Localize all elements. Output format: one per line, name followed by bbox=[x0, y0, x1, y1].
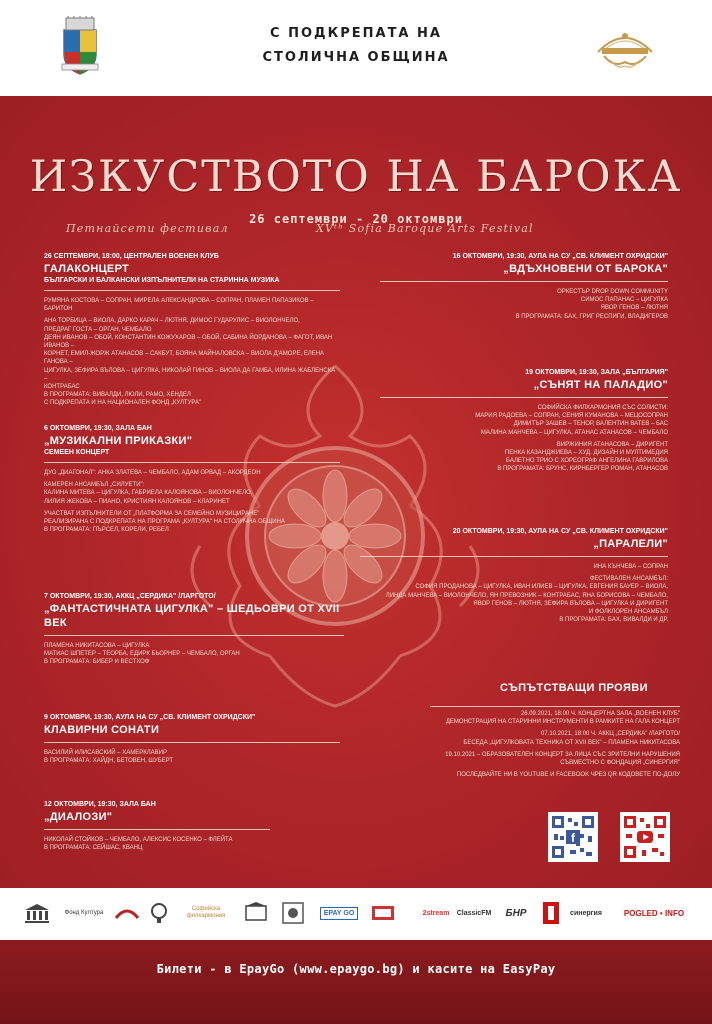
event-name: „СЪНЯТ НА ПАЛАДИО" bbox=[533, 379, 668, 391]
event-program: В ПРОГРАМАТА: БИБЕР И ВЕСТХОФ bbox=[44, 659, 150, 666]
event-line: ЛИНДА МАНЧЕВА – ВИОЛОНЧЕЛО, ЯН ПРЕВОЗНИК – КОНТРАБАС, ЯНА БОРИСОВА – ЧЕМБАЛО, bbox=[385, 592, 668, 599]
event-piano-sonatas bbox=[44, 713, 340, 765]
side-event-line: ДЕМОНСТРАЦИЯ НА СТАРИННИ ИНСТРУМЕНТИ В РАМКИТЕ НА ГАЛА КОНЦЕРТ bbox=[445, 719, 680, 726]
event-name: КЛАВИРНИ СОНАТИ bbox=[44, 724, 160, 736]
event-parallels bbox=[360, 527, 668, 624]
event-program: В ПРОГРАМАТА: БАХ, ВИВАЛДИ И ДР. bbox=[559, 617, 668, 624]
event-line: ПРЕДРАГ ГОСТА – ОРГАН, ЧЕМБАЛО bbox=[44, 326, 152, 333]
event-line: ПЛАМЕНА НИКИТАСОВА – ЦИГУЛКА bbox=[44, 643, 150, 649]
event-line: ПЕНКА КАЗАНДЖИЕВА – ХУД. ДИЗАЙН И МУЛТИМЕДИЯ bbox=[504, 450, 668, 457]
event-line: СИМОС ПАПАНАС – ЦИГУЛКА bbox=[580, 297, 668, 304]
event-line: КОНТРАБАС bbox=[44, 384, 80, 391]
side-event-line: СЪВМЕСТНО С ФОНДАЦИЯ „СИНЕРГИЯ" bbox=[560, 760, 680, 767]
divider bbox=[44, 462, 340, 463]
event-program: В ПРОГРАМАТА: ПЪРСЕЛ, КОРЕЛИ, РЕБЕЛ bbox=[44, 527, 169, 534]
event-subtitle: БЪЛГАРСКИ И БАЛКАНСКИ ИЗПЪЛНИТЕЛИ НА СТАРИННА МУЗИКА bbox=[44, 277, 280, 284]
footer bbox=[0, 940, 712, 1024]
event-subtitle: СЕМЕЕН КОНЦЕРТ bbox=[44, 449, 110, 456]
divider bbox=[44, 635, 344, 636]
follow-us-text: ПОСЛЕДВАЙТЕ НИ В YOUTUBE И FACEBOOK ЧРЕЗ QR КОДОВЕТЕ ПО-ДОЛУ bbox=[456, 772, 680, 779]
event-name: „ДИАЛОЗИ" bbox=[44, 811, 113, 823]
2stream-logo: 2stream bbox=[422, 909, 450, 917]
event-when: 7 ОКТОМВРИ, 19:30, АККЦ „СЕРДИКА" /ЛАРГОТО/ bbox=[44, 593, 216, 600]
event-line: РЕАЛИЗИРАНА С ПОДКРЕПАТА НА ПРОГРАМА „КУЛТУРА" НА СТОЛИЧНА ОБЩИНА bbox=[44, 519, 285, 526]
event-name: „ФАНТАСТИЧНАТА ЦИГУЛКА" – ШЕДЬОВРИ ОТ XVII ВЕК bbox=[44, 603, 340, 629]
svg-text:f: f bbox=[571, 831, 575, 845]
italian-institute-logo bbox=[148, 900, 170, 926]
epaygo-logo: EPAY GO bbox=[318, 900, 360, 926]
divider bbox=[44, 290, 340, 291]
divider bbox=[380, 281, 668, 282]
festival-edition-bg: Петнайсети фестивал bbox=[66, 222, 229, 235]
event-line: ФЕСТИВАЛЕН АНСАМБЪЛ: bbox=[589, 576, 668, 583]
national-museum-logo bbox=[20, 900, 54, 926]
event-inspired-by-baroque bbox=[380, 252, 668, 321]
pogled-info-logo: POGLED • INFO bbox=[623, 908, 685, 918]
event-line: ИНА КЪНЧЕВА – СОПРАН bbox=[593, 564, 668, 570]
event-line: КАМЕРЕН АНСАМБЪЛ „СИЛУЕТИ": bbox=[44, 482, 145, 489]
side-event-line: 19.10.2021 – ОБРАЗОВАТЕЛЕН КОНЦЕРТ ЗА ЛИЦА СЪС ЗРИТЕЛНИ НАРУШЕНИЯ bbox=[445, 751, 680, 758]
bnr-radio-logo: БНР bbox=[505, 907, 527, 919]
festival-logo-icon bbox=[592, 22, 658, 72]
sofia-philharmonic-logo: Софийска филхармония bbox=[186, 906, 226, 919]
event-line: ЛИЛИЯ ЖЕКОВА – ПИАНО, КРИСТИЯН КАЛОЯНОВ – КЛАРИНЕТ bbox=[44, 498, 230, 505]
event-line: СОФИЯ ПРОДАНОВА – ЦИГУЛКА, ИВАН ИЛИЕВ – ЦИГУЛКА, ЕВГЕНИЯ БАУЕР – ВИОЛА, bbox=[415, 584, 668, 591]
qr-code-icon bbox=[550, 814, 596, 860]
event-line: РУМЯНА КОСТОВА – СОПРАН, МИРЕЛА АЛЕКСАНДРОВА – СОПРАН, ПЛАМЕН ПАПАЗИКОВ – БАРИТОН bbox=[44, 298, 314, 313]
event-program: В ПРОГРАМАТА: ХАЙДН, БЕТОВЕН, ШУБЕРТ bbox=[44, 758, 174, 765]
event-line: МАТИАС ШПЕТЕР – ТЕОРБА, ЕДИРК БЬОРНЕР – ЧЕМБАЛО, ОРГАН bbox=[44, 651, 240, 658]
event-name: „ВДЪХНОВЕНИ ОТ БАРОКА" bbox=[503, 263, 668, 275]
event-line: ОРКЕСТЪР DROP DOWN COMMUNITY bbox=[557, 289, 668, 295]
event-line: ДУО „ДИАГОНАЛ": АНКА ЗЛАТЕВА – ЧЕМБАЛО, АДАМ ОРВАД – АКОРДЕОН bbox=[44, 470, 261, 476]
event-when: 6 ОКТОМВРИ, 19:30, ЗАЛА БАН bbox=[44, 425, 152, 432]
event-line: МАЛИНА МАНЧЕВА – ЦИГУЛКА, АТАНАС АТАНАСОВ – ЧЕМБАЛО bbox=[480, 429, 668, 436]
event-when: 20 ОКТОМВРИ, 19:30, АУЛА НА СУ „СВ. КЛИМЕНТ ОХРИДСКИ" bbox=[452, 528, 668, 535]
event-name: „МУЗИКАЛНИ ПРИКАЗКИ" bbox=[44, 435, 193, 447]
event-name: ГАЛАКОНЦЕРТ bbox=[44, 263, 130, 275]
classic-fm-logo: ClassicFM bbox=[456, 909, 492, 917]
event-line: ЦИГУЛКА, ЗЕФИРА ВЪЛОВА – ЦИГУЛКА, НИКОЛАЙ ГИНОВ – ВИОЛА ДА ГАМБА, ИЛИНА ЖАБЛЕНСКА – bbox=[44, 367, 336, 382]
event-line: ВАСИЛИЙ ИЛИСАВСКИЙ – ХАМЕРКЛАВИР bbox=[44, 750, 167, 756]
event-support: С ПОДКРЕПАТА И НА НАЦИОНАЛЕН ФОНД „КУЛТУРА" bbox=[44, 400, 202, 407]
event-program: В ПРОГРАМАТА: ВИВАЛДИ, ЛЮЛИ, РАМО, ХЕНДЕЛ bbox=[44, 392, 191, 399]
festival-dates: 26 септември - 20 октомври bbox=[249, 212, 463, 226]
divider bbox=[430, 706, 680, 707]
header bbox=[0, 0, 712, 96]
divider bbox=[360, 556, 668, 557]
bnt-logo bbox=[540, 900, 562, 926]
event-line: МАРИЯ РАДОЕВА – СОПРАН, СЕНИЯ КУМАНОВА – МЕЦОСОПРАН bbox=[475, 413, 668, 420]
event-name: „ПАРАЛЕЛИ" bbox=[593, 538, 668, 550]
divider bbox=[44, 742, 340, 743]
event-dialogues bbox=[44, 800, 270, 852]
national-fund-culture-logo: Фонд Култура bbox=[64, 909, 104, 916]
side-event-line: 07.10.2021, 18:00 Ч. АККЦ „СЕРДИКА" /ЛАРГОТО/ bbox=[541, 731, 680, 738]
festival-title: ИЗКУСТВОТО НА БАРОКА bbox=[29, 152, 683, 202]
event-line: КАЛИНА МИТЕВА – ЦИГУЛКА, ГАБРИЕЛА КАЛОЯНОВА – ВИОЛОНЧЕЛО, bbox=[44, 490, 253, 497]
sinergia-logo: синергия bbox=[570, 909, 602, 917]
sofia-coat-of-arms-icon bbox=[56, 16, 104, 76]
event-line: КОРНЕТ, ЕМИЛ-ЖОРЖ АТАНАСОВ – САКБУТ, БОЯНА МАЙНАЛОВСКА – ВИОЛА Д'АМОРЕ, ЕЛЕНА ГАНОВА – bbox=[44, 351, 325, 366]
event-program: В ПРОГРАМАТА: СЕЙШАС, КВАНЦ bbox=[44, 845, 143, 852]
military-club-logo bbox=[278, 900, 308, 926]
side-events bbox=[380, 703, 680, 779]
festival-edition-en: XVᵗʰ Sofia Baroque Arts Festival bbox=[316, 222, 534, 235]
event-when: 19 ОКТОМВРИ, 19:30, ЗАЛА „БЪЛГАРИЯ" bbox=[525, 369, 668, 376]
event-line: СОФИЙСКА ФИЛХАРМОНИЯ СЪС СОЛИСТИ: bbox=[537, 405, 668, 411]
event-gala bbox=[44, 252, 340, 408]
divider bbox=[44, 829, 270, 830]
divider bbox=[380, 397, 668, 398]
sponsors-bar bbox=[0, 888, 712, 940]
event-line: ВИРЖИНИЯ АТАНАСОВА – ДИРИГЕНТ bbox=[556, 441, 668, 448]
event-line: БАЛЕТНО ТРИО С ХОРЕОГРАФ АНГЕЛИНА ГАВРИЛОВА bbox=[506, 458, 668, 465]
event-fantastic-violin bbox=[44, 592, 344, 667]
event-when: 12 ОКТОМВРИ, 19:30, ЗАЛА БАН bbox=[44, 801, 156, 808]
youtube-qr-code[interactable] bbox=[620, 812, 670, 862]
event-when: 26 СЕПТЕМВРИ, 18:00, ЦЕНТРАЛЕН ВОЕНЕН КЛУБ bbox=[44, 253, 219, 260]
event-line: НИКОЛАЙ СТОЙКОВ – ЧЕМБАЛО, АЛЕКСИС КОСЕНКО – ФЛЕЙТА bbox=[44, 837, 233, 843]
support-line-1: С ПОДКРЕПАТА НА bbox=[270, 26, 442, 41]
support-text bbox=[240, 22, 472, 70]
bulgarian-academy-logo bbox=[242, 900, 270, 926]
facebook-qr-code[interactable] bbox=[548, 812, 598, 862]
event-line: ДЕЯН ИВАНОВ – ОБОЙ, КОНСТАНТИН КОЖУХАРОВ – ОБОЙ, САБИНА ЙОРДАНОВА – ФАГОТ, ИВАН ИВАНОВ – bbox=[44, 334, 333, 350]
bnr-logo bbox=[370, 900, 396, 926]
sofia-municipality-program-logo bbox=[112, 900, 142, 926]
side-event-line: 26.09.2021, 18:00 Ч. КОНЦЕРТНА ЗАЛА „ВОЕНЕН КЛУБ" bbox=[520, 711, 680, 717]
event-when: 9 ОКТОМВРИ, 19:30, АУЛА НА СУ „СВ. КЛИМЕНТ ОХРИДСКИ" bbox=[44, 714, 256, 721]
event-musical-tales bbox=[44, 424, 340, 534]
tickets-info: Билети - в EpayGo (www.epaygo.bg) и касите на EasyPay bbox=[156, 962, 556, 976]
event-palladio-dream bbox=[380, 368, 668, 474]
event-line: ЯВОР ГЕНОВ – ЛЮТНЯ, ЗЕФИРА ВЪЛОВА – ЦИГУЛКА И ДИРИГЕНТ bbox=[473, 600, 668, 607]
event-line: ДИМИТЪР ЗАШЕВ – ТЕНОР, ВАЛЕНТИН ВАТЕВ – БАС bbox=[513, 421, 668, 428]
event-line: АНА ТОРБИЦА – ВИОЛА, ДАРКО КАРАЧ – ЛЮТНЯ, ДИМОС ГУДАРУЛИС – ВИОЛОНЧЕЛО, bbox=[44, 318, 300, 325]
event-line: И ФОЛКЛОРЕН АНСАМБЪЛ bbox=[588, 609, 668, 616]
event-line: ЯВОР ГЕНОВ – ЛЮТНЯ bbox=[600, 305, 668, 312]
qr-code-icon bbox=[622, 814, 668, 860]
side-events-title: СЪПЪТСТВАЩИ ПРОЯВИ bbox=[500, 682, 648, 694]
event-program: В ПРОГРАМАТА: БАХ, ГРИГ РЕСПИГИ, ВЛАДИГЕРОВ bbox=[515, 313, 668, 320]
event-when: 16 ОКТОМВРИ, 19:30, АУЛА НА СУ „СВ. КЛИМЕНТ ОХРИДСКИ" bbox=[452, 253, 668, 260]
event-line: УЧАСТВАТ ИЗПЪЛНИТЕЛИ ОТ „ПЛАТФОРМА ЗА СЕМЕЙНО МУЗИЦИРАНЕ" bbox=[44, 510, 260, 517]
event-program: В ПРОГРАМАТА: БРУНС, КИРНБЕРГЕР РОМАН, АТАНАСОВ bbox=[497, 466, 668, 473]
support-line-2: СТОЛИЧНА ОБЩИНА bbox=[262, 50, 450, 65]
side-event-line: БЕСЕДА „ЦИГУЛКОВАТА ТЕХНИКА ОТ XVII ВЕК" – ПЛАМЕНА НИКИТАСОВА bbox=[463, 739, 680, 746]
